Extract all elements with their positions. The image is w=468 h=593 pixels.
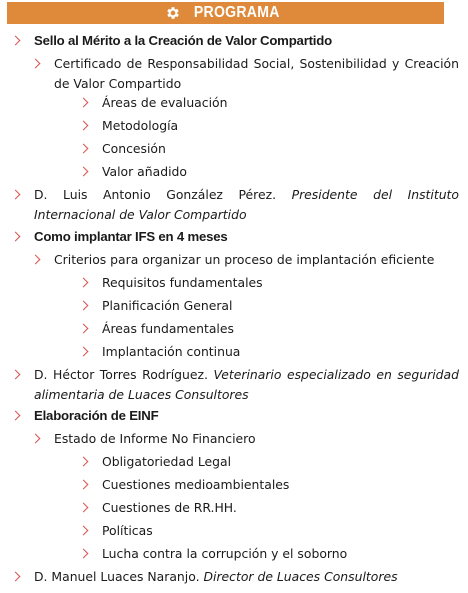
- gear-icon: [165, 5, 181, 21]
- list-item: Áreas fundamentales: [102, 321, 234, 336]
- chevron-right-icon: [79, 503, 89, 513]
- chevron-right-icon: [11, 232, 21, 242]
- chevron-right-icon: [79, 167, 89, 177]
- chevron-right-icon: [79, 121, 89, 131]
- list-item: Valor añadido: [102, 164, 187, 179]
- section-subtitle: Estado de Informe No Financiero: [54, 431, 256, 446]
- chevron-right-icon: [11, 190, 21, 200]
- list-item: Políticas: [102, 523, 153, 538]
- list-item: Lucha contra la corrupción y el soborno: [102, 546, 348, 561]
- speaker-name: D. Luis Antonio González Pérez.: [34, 187, 277, 202]
- list-item: Implantación continua: [102, 344, 241, 359]
- chevron-right-icon: [79, 324, 89, 334]
- program-header: [7, 2, 444, 24]
- chevron-right-icon: [31, 434, 41, 444]
- speaker: [34, 185, 459, 225]
- speaker-role: Director de Luaces Consultores: [203, 569, 398, 584]
- speaker-role: Presidente del Instituto Internacional de Valor Compartido: [34, 187, 459, 222]
- chevron-right-icon: [11, 411, 21, 421]
- chevron-right-icon: [31, 255, 41, 265]
- list-item: Concesión: [102, 141, 166, 156]
- speaker: [34, 567, 398, 587]
- chevron-right-icon: [11, 370, 21, 380]
- chevron-right-icon: [79, 98, 89, 108]
- program-title: PROGRAMA: [194, 4, 280, 21]
- section-subtitle: Criterios para organizar un proceso de implantación eficiente: [54, 252, 435, 267]
- speaker-name: D. Manuel Luaces Naranjo.: [34, 569, 200, 584]
- chevron-right-icon: [79, 549, 89, 559]
- chevron-right-icon: [31, 59, 41, 69]
- speaker-role: Veterinario especializado en seguridad alimentaria de Luaces Consultores: [34, 367, 459, 402]
- chevron-right-icon: [79, 278, 89, 288]
- section-title: Como implantar IFS en 4 meses: [34, 229, 228, 244]
- list-item: Obligatoriedad Legal: [102, 454, 232, 469]
- list-item: Áreas de evaluación: [102, 95, 228, 110]
- chevron-right-icon: [11, 572, 21, 582]
- chevron-right-icon: [79, 301, 89, 311]
- chevron-right-icon: [79, 457, 89, 467]
- section-subtitle: Certificado de Responsabilidad Social, Sostenibilidad y Creación de Valor Compartido: [54, 56, 459, 91]
- chevron-right-icon: [79, 526, 89, 536]
- section-title: Elaboración de EINF: [34, 408, 159, 423]
- list-item: Metodología: [102, 118, 179, 133]
- chevron-right-icon: [11, 36, 21, 46]
- chevron-right-icon: [79, 480, 89, 490]
- list-item: Cuestiones de RR.HH.: [102, 500, 237, 515]
- speaker: [34, 365, 459, 405]
- speaker-name: D. Héctor Torres Rodríguez.: [34, 367, 208, 382]
- list-item: Planificación General: [102, 298, 233, 313]
- list-item: Cuestiones medioambientales: [102, 477, 290, 492]
- section-title: Sello al Mérito a la Creación de Valor Compartido: [34, 33, 332, 48]
- chevron-right-icon: [79, 347, 89, 357]
- chevron-right-icon: [79, 144, 89, 154]
- list-item: Requisitos fundamentales: [102, 275, 263, 290]
